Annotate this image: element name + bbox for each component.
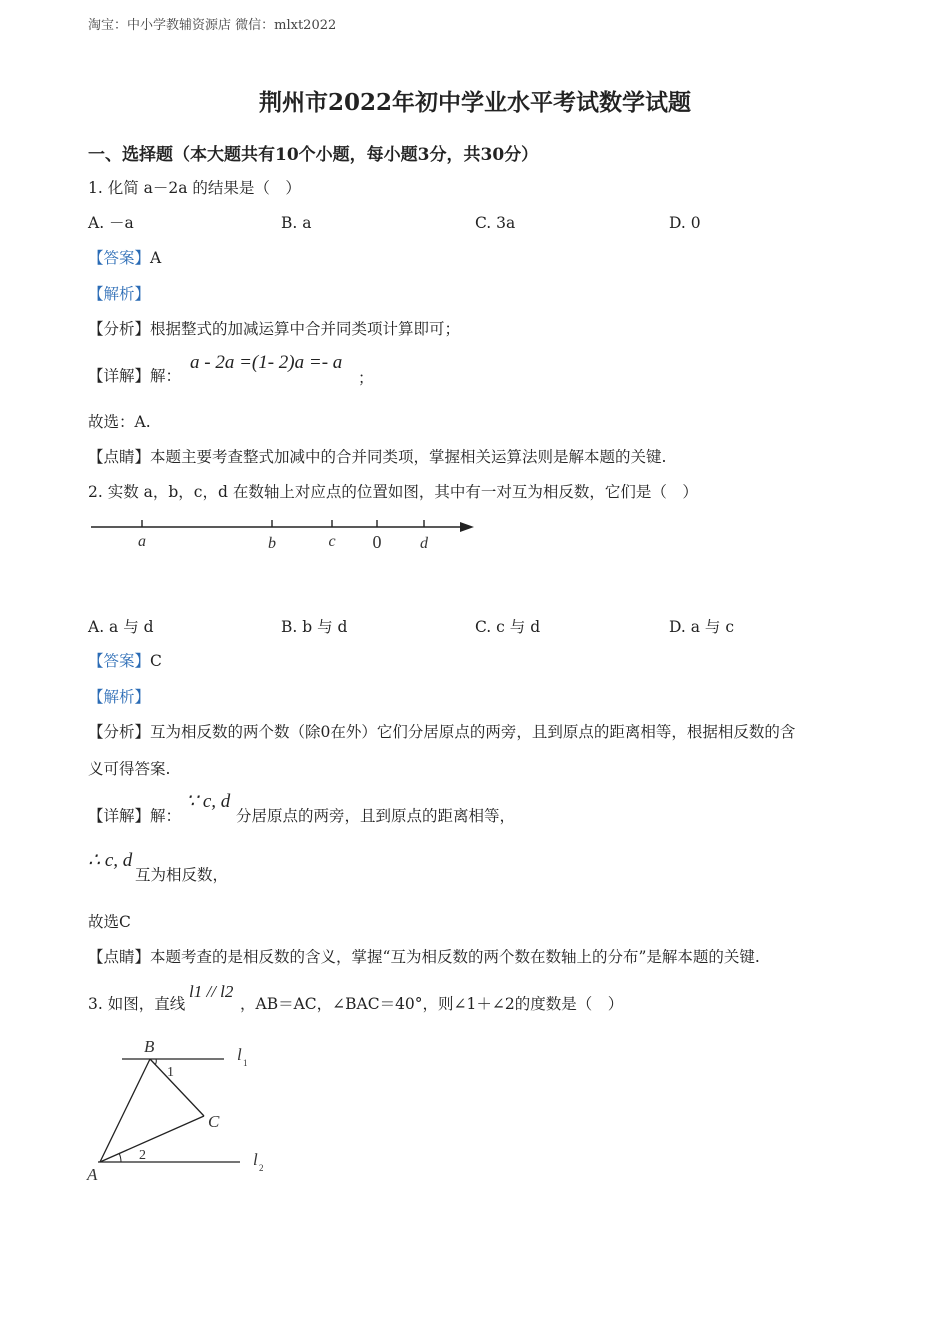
q2-option-d: D. a 与 c [669, 618, 735, 636]
analysis-text: 根据整式的加减运算中合并同类项计算即可； [150, 320, 461, 338]
answer-tag: 【答案】 [88, 652, 151, 670]
q2-detail-rest: 分居原点的两旁，且到原点的距离相等， [236, 807, 516, 825]
q2-detail [88, 806, 181, 826]
q2-therefore: ∴ c, d [88, 850, 133, 871]
answer-tag: 【答案】 [88, 249, 151, 267]
angle-2-arc [119, 1153, 121, 1162]
watermark: 淘宝：中小学教辅资源店 微信：mlxt2022 [88, 18, 337, 33]
comment-tag: 【点睛】 [88, 948, 151, 966]
answer-value: A [150, 249, 162, 267]
q2-jiexi: 【解析】 [88, 688, 151, 706]
number-line-figure [88, 512, 488, 557]
q1-option-c: C. 3a [475, 214, 516, 232]
answer-value: C [150, 652, 162, 670]
label-C: C [208, 1112, 220, 1131]
q2-option-a: A. a 与 d [88, 618, 154, 636]
label-l2: l [253, 1150, 258, 1169]
label-angle-1: 1 [167, 1065, 174, 1080]
q1-stem: 1. 化简 a－2a 的结果是（ ） [88, 179, 301, 197]
axis-arrow [460, 522, 474, 532]
q2-therefore-rest: 互为相反数， [135, 866, 229, 884]
detail-tag: 【详解】 [88, 367, 151, 385]
label-c: c [328, 533, 336, 550]
label-A: A [87, 1165, 98, 1184]
label-l1: l [237, 1045, 242, 1064]
q2-analysis-line2: 义可得答案. [88, 760, 171, 778]
q1-answer [88, 248, 161, 268]
section-heading: 一、选择题（本大题共有10个小题，每小题3分，共30分） [88, 145, 539, 165]
q1-option-a: A. －a [88, 214, 134, 232]
q1-option-b: B. a [281, 214, 312, 232]
q1-formula-tail: ； [358, 369, 374, 387]
label-l1-sub: 1 [243, 1058, 248, 1068]
q1-comment [88, 447, 666, 467]
detail-tag: 【详解】 [88, 807, 151, 825]
label-b: b [268, 535, 276, 552]
label-angle-2: 2 [139, 1148, 146, 1163]
analysis-text: 互为相反数的两个数（除0在外）它们分居原点的两旁，且到原点的距离相等，根据相反数的含 [150, 723, 796, 741]
q2-option-b: B. b 与 d [281, 618, 348, 636]
q1-jiexi: 【解析】 [88, 285, 151, 303]
segment-ab [100, 1059, 150, 1162]
q3-stem-prefix: 3. 如图，直线 [88, 995, 186, 1013]
triangle-figure [84, 1034, 284, 1189]
q2-analysis-line1 [88, 722, 795, 742]
segment-bc [150, 1059, 204, 1116]
detail-prefix: 解： [150, 807, 182, 825]
q1-detail [88, 366, 181, 386]
comment-text: 本题主要考查整式加减中的合并同类项，掌握相关运算法则是解本题的关键. [150, 448, 667, 466]
detail-prefix: 解： [150, 367, 182, 385]
analysis-tag: 【分析】 [88, 320, 151, 338]
analysis-tag: 【分析】 [88, 723, 151, 741]
q1-formula: a - 2a =(1- 2)a =- a [190, 352, 343, 373]
q3-stem-rest: ，AB＝AC，∠BAC＝40°，则∠1＋∠2的度数是（ ） [240, 995, 624, 1013]
q2-because: ∵ c, d [186, 791, 231, 812]
q2-option-c: C. c 与 d [475, 618, 541, 636]
label-zero: 0 [372, 532, 382, 552]
q2-choose: 故选C [88, 913, 131, 931]
q3-parallel: l1 // l2 [189, 982, 234, 1001]
angle-1-arc [155, 1059, 156, 1065]
label-d: d [420, 535, 428, 552]
q1-choose: 故选：A. [88, 413, 151, 431]
q1-option-d: D. 0 [669, 214, 701, 232]
q1-analysis [88, 319, 460, 339]
label-l2-sub: 2 [259, 1163, 264, 1173]
comment-text: 本题考查的是相反数的含义，掌握“互为相反数的两个数在数轴上的分布”是解本题的关键. [150, 948, 760, 966]
comment-tag: 【点睛】 [88, 448, 151, 466]
label-a: a [138, 533, 146, 550]
page-title: 荆州市2022年初中学业水平考试数学试题 [258, 89, 691, 116]
q2-stem: 2. 实数 a，b，c，d 在数轴上对应点的位置如图，其中有一对互为相反数，它们是（ ） [88, 483, 698, 501]
q2-answer [88, 651, 162, 671]
label-B: B [144, 1037, 155, 1056]
q2-comment [88, 947, 760, 967]
segment-ac [100, 1116, 204, 1162]
